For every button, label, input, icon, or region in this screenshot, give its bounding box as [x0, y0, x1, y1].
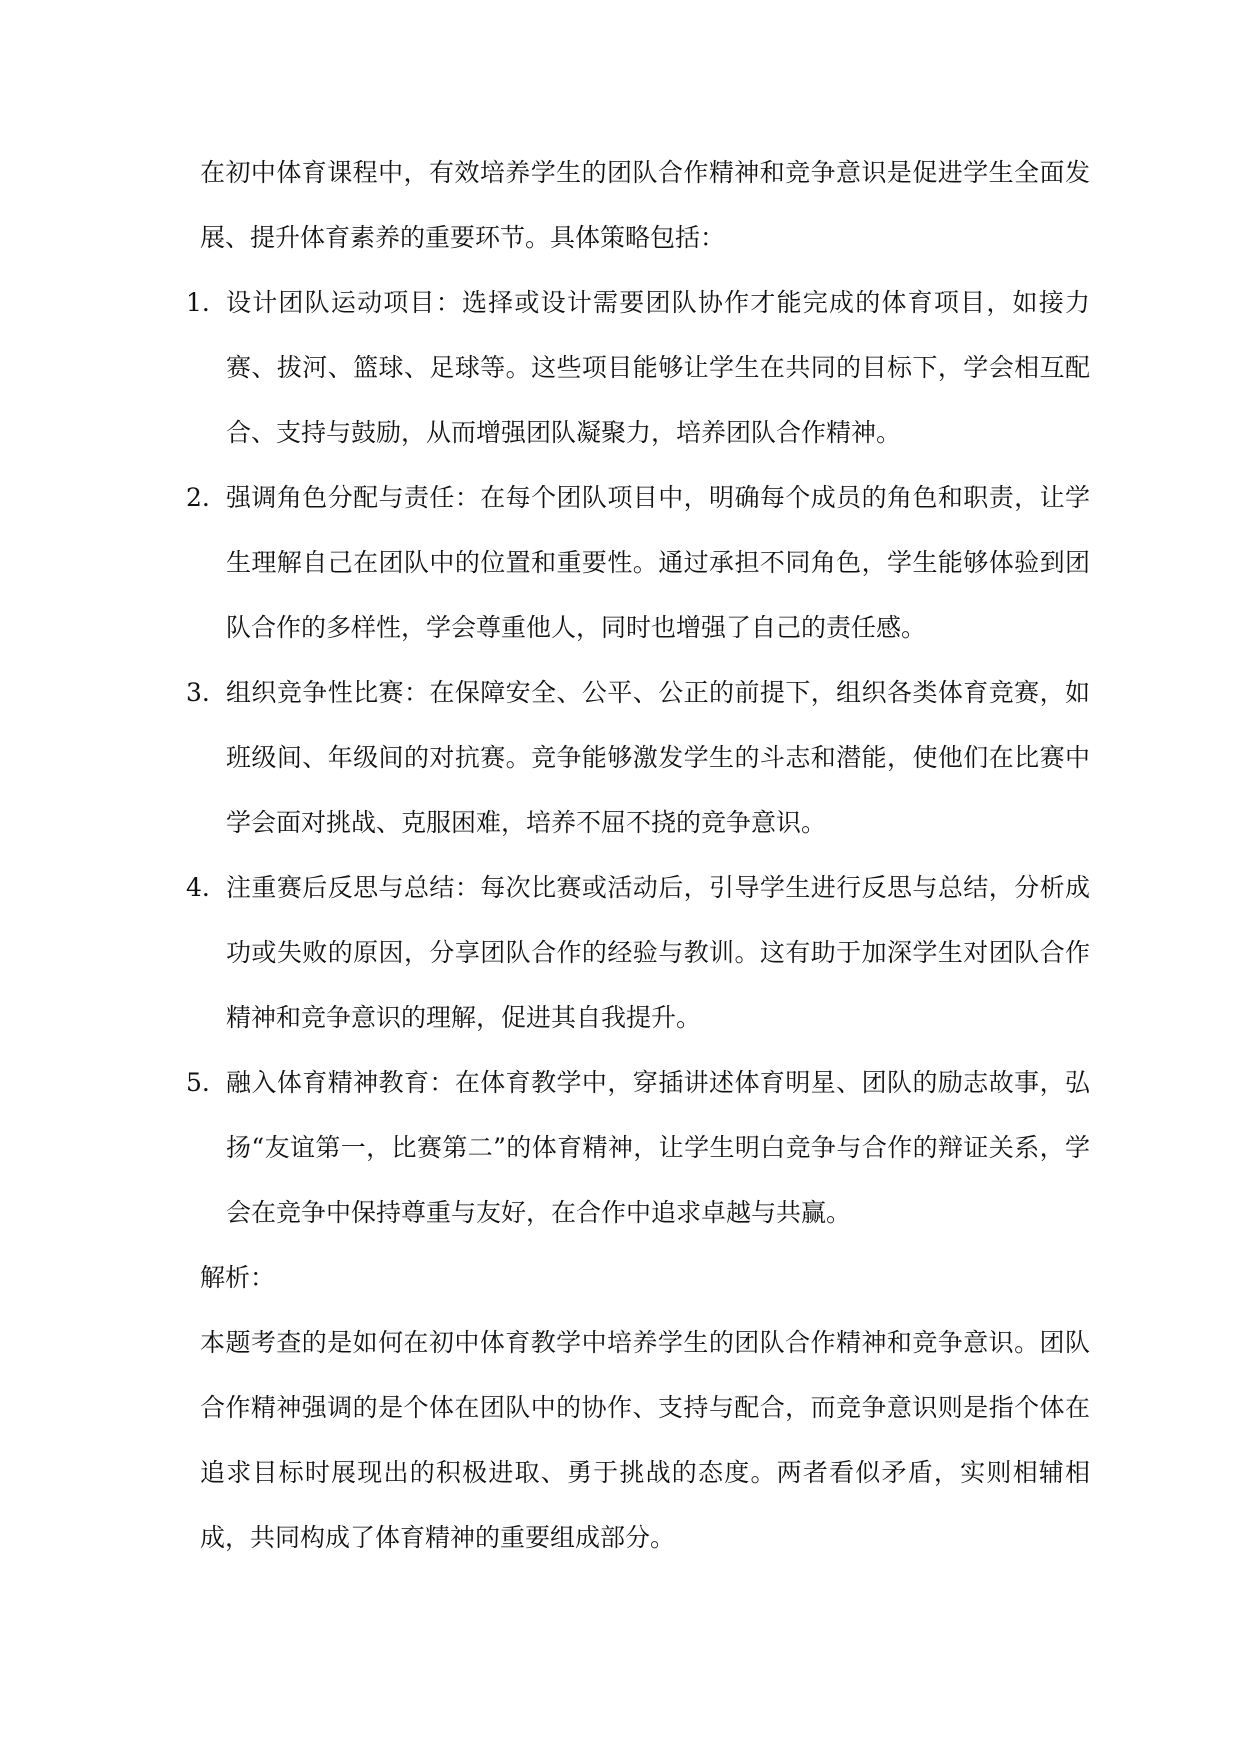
intro-paragraph: 在初中体育课程中，有效培养学生的团队合作精神和竞争意识是促进学生全面发展、提升体育素养的重要环节。具体策略包括：	[200, 158, 1090, 252]
analysis-paragraph: 本题考查的是如何在初中体育教学中培养学生的团队合作精神和竞争意识。团队合作精神强调的是个体在团队中的协作、支持与配合，而竞争意识则是指个体在追求目标时展现出的积极进取、勇于挑战的态度。两者看似矛盾，实则相辅相成，共同构成了体育精神的重要组成部分。	[200, 1328, 1090, 1552]
strategy-item-4	[186, 855, 1090, 1050]
analysis-heading: 解析：	[200, 1263, 276, 1292]
strategy-item-2	[186, 465, 1090, 660]
strategy-number: 2.	[186, 483, 210, 512]
strategy-text: 设计团队运动项目：选择或设计需要团队协作才能完成的体育项目，如接力赛、拔河、篮球、足球等。这些项目能够让学生在共同的目标下，学会相互配合、支持与鼓励，从而增强团队凝聚力，培养团队合作精神。	[226, 288, 1090, 447]
strategy-item-3	[186, 660, 1090, 855]
strategy-number: 4.	[186, 873, 210, 902]
strategy-text: 融入体育精神教育：在体育教学中，穿插讲述体育明星、团队的励志故事，弘扬“友谊第一，比赛第二”的体育精神，让学生明白竞争与合作的辩证关系，学会在竞争中保持尊重与友好，在合作中追求卓越与共赢。	[226, 1068, 1090, 1227]
strategy-text: 组织竞争性比赛：在保障安全、公平、公正的前提下，组织各类体育竞赛，如班级间、年级间的对抗赛。竞争能够激发学生的斗志和潜能，使他们在比赛中学会面对挑战、克服困难，培养不屈不挠的竞争意识。	[226, 678, 1090, 837]
strategy-list	[186, 270, 1090, 1245]
strategy-item-5	[186, 1050, 1090, 1245]
strategy-text: 注重赛后反思与总结：每次比赛或活动后，引导学生进行反思与总结，分析成功或失败的原因，分享团队合作的经验与教训。这有助于加深学生对团队合作精神和竞争意识的理解，促进其自我提升。	[226, 873, 1090, 1032]
strategy-number: 1.	[186, 288, 210, 317]
strategy-item-1	[186, 270, 1090, 465]
strategy-number: 3.	[186, 678, 210, 707]
strategy-number: 5.	[186, 1068, 210, 1097]
strategy-text: 强调角色分配与责任：在每个团队项目中，明确每个成员的角色和职责，让学生理解自己在团队中的位置和重要性。通过承担不同角色，学生能够体验到团队合作的多样性，学会尊重他人，同时也增强了自己的责任感。	[226, 483, 1090, 642]
document-body	[186, 140, 1090, 1570]
